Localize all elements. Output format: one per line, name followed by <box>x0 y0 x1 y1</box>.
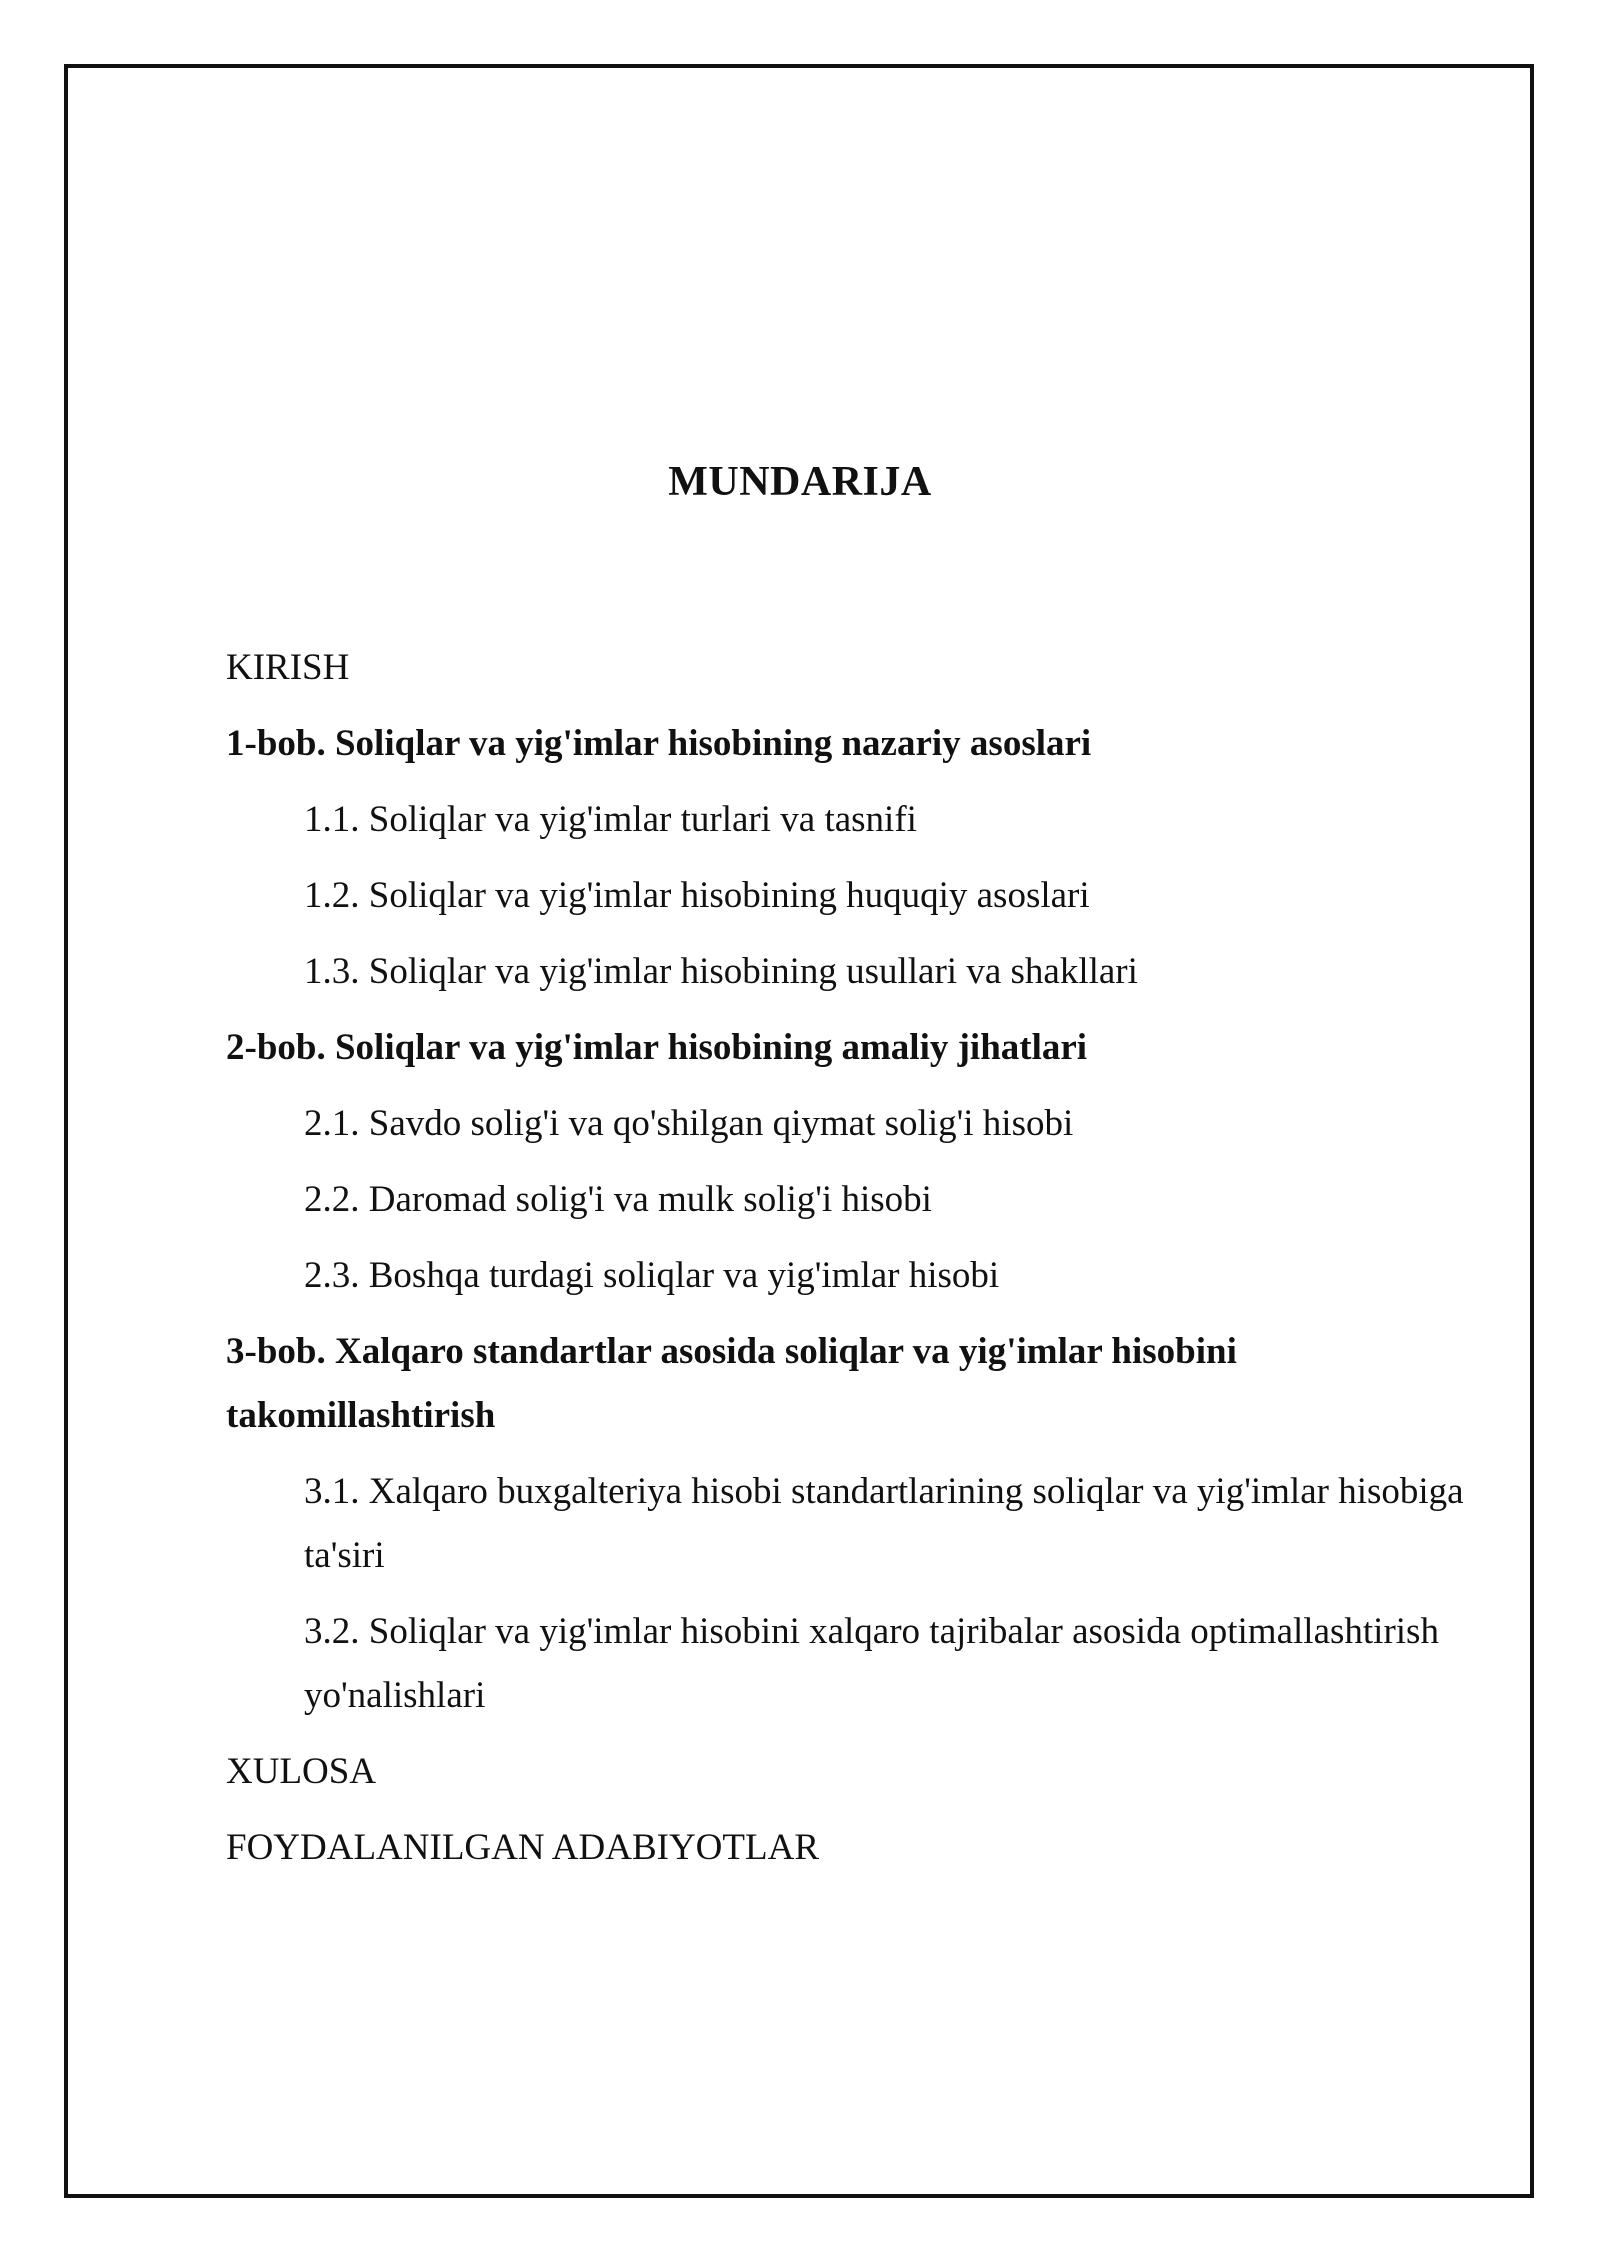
toc-section-3-1: 3.1. Xalqaro buxgalteriya hisobi standartlarining soliqlar va yig'imlar hisobiga ta'siri <box>304 1471 1464 1576</box>
toc-section-2-2: 2.2. Daromad solig'i va mulk solig'i hisobi <box>304 1179 932 1220</box>
toc-section-2-3: 2.3. Boshqa turdagi soliqlar va yig'imlar hisobi <box>304 1255 1000 1296</box>
toc-section-3-2: 3.2. Soliqlar va yig'imlar hisobini xalqaro tajribalar asosida optimallashtirish yo'nalishlari <box>304 1611 1439 1716</box>
toc-section-1-1: 1.1. Soliqlar va yig'imlar turlari va tasnifi <box>304 799 917 840</box>
toc-entry-xulosa: XULOSA <box>226 1751 377 1792</box>
toc-section-1-2: 1.2. Soliqlar va yig'imlar hisobining huquqiy asoslari <box>304 875 1090 916</box>
page-title: MUNDARIJA <box>668 459 932 505</box>
toc-entry-kirish: KIRISH <box>226 647 350 688</box>
toc-chapter-1: 1-bob. Soliqlar va yig'imlar hisobining nazariy asoslari <box>226 723 1092 764</box>
toc-section-1-3: 1.3. Soliqlar va yig'imlar hisobining usullari va shakllari <box>304 951 1138 992</box>
toc-chapter-2: 2-bob. Soliqlar va yig'imlar hisobining amaliy jihatlari <box>226 1027 1088 1068</box>
table-of-contents <box>226 636 1496 1892</box>
toc-section-2-1: 2.1. Savdo solig'i va qo'shilgan qiymat solig'i hisobi <box>304 1103 1074 1144</box>
toc-entry-adabiyotlar: FOYDALANILGAN ADABIYOTLAR <box>226 1827 819 1868</box>
toc-chapter-3: 3-bob. Xalqaro standartlar asosida soliqlar va yig'imlar hisobini takomillashtirish <box>226 1331 1237 1436</box>
